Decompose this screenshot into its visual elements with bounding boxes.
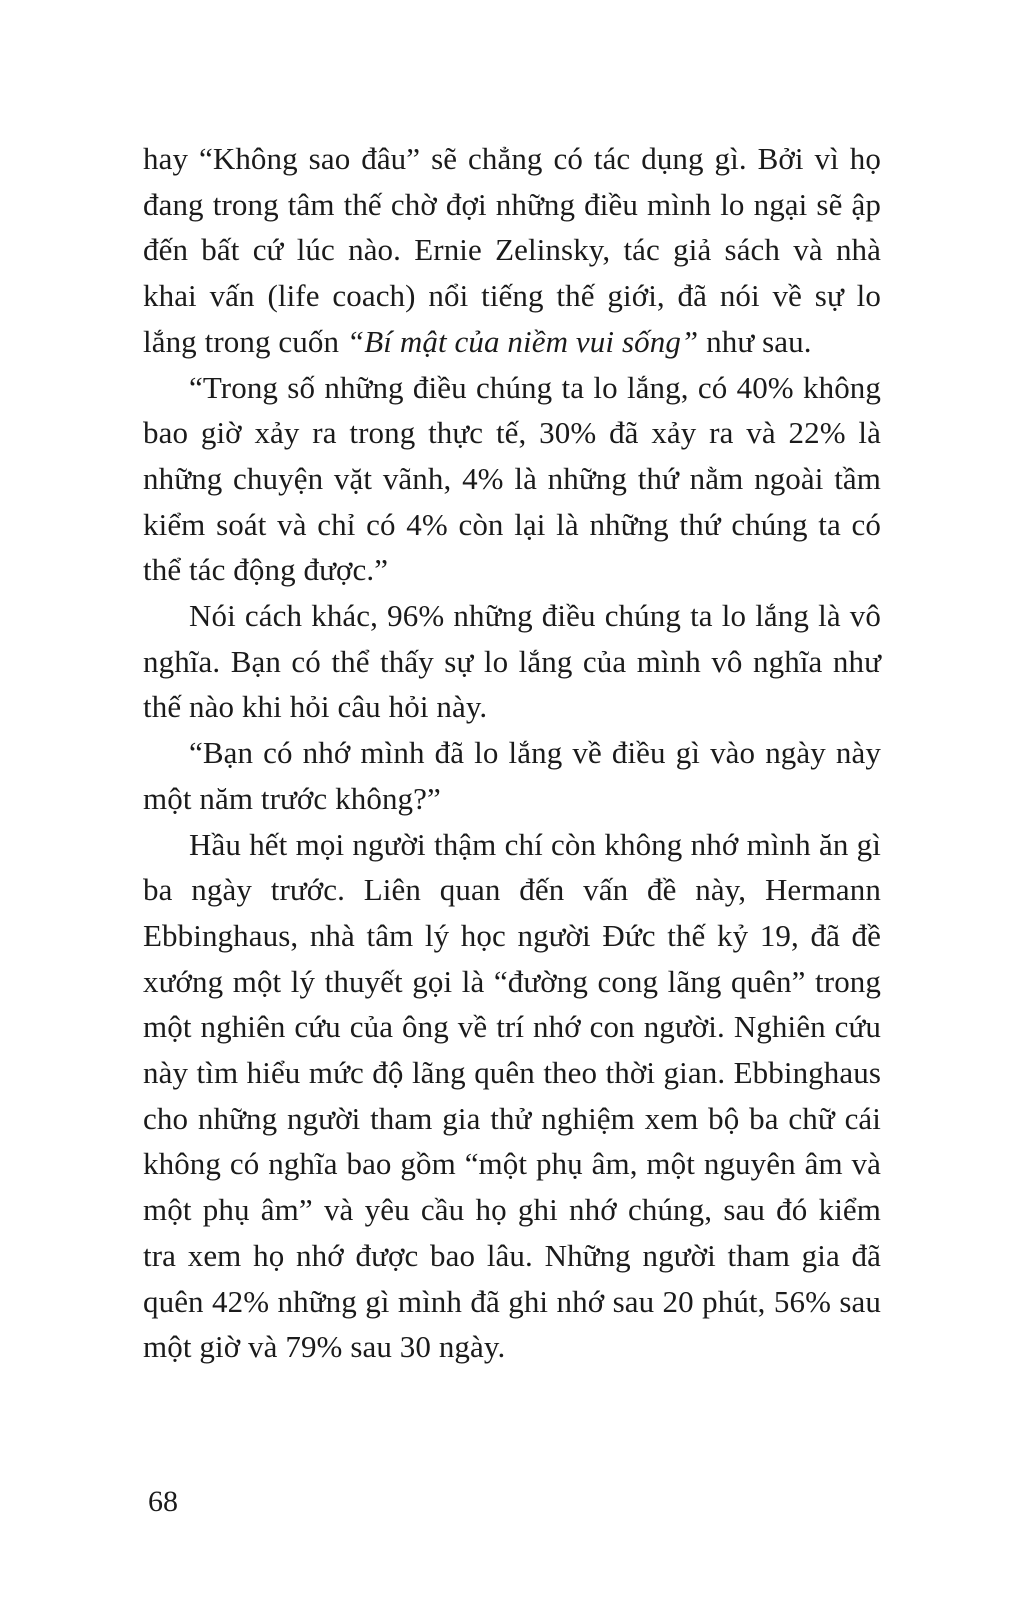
text-segment: như sau. [698,323,812,359]
paragraph [143,593,881,730]
paragraph [143,822,881,1370]
text-segment: Hầu hết mọi người thậm chí còn không nhớ mình ăn gì ba ngày trước. Liên quan đến vấn đề này, Hermann Ebbinghaus, nhà tâm lý học người Đức thế kỷ 19, đã đề xướng một lý thuyết gọi là “đường cong lãng quên” trong một nghiên cứu của ông về trí nhớ con người. Nghiên cứu này tìm hiểu mức độ lãng quên theo thời gian. Ebbinghaus cho những người tham gia thử nghiệm xem bộ ba chữ cái không có nghĩa bao gồm “một phụ âm, một nguyên âm và một phụ âm” và yêu cầu họ ghi nhớ chúng, sau đó kiểm tra xem họ nhớ được bao lâu. Những người tham gia đã quên 42% những gì mình đã ghi nhớ sau 20 phút, 56% sau một giờ và 79% sau 30 ngày. [143,826,881,1365]
text-segment: hay “Không sao đâu” sẽ chẳng có tác dụng gì. Bởi vì họ đang trong tâm thế chờ đợi những điều mình lo ngại sẽ ập đến bất cứ lúc nào. Ernie Zelinsky, tác giả sách và nhà khai vấn (life coach) nổi tiếng thế giới, đã nói về sự lo lắng trong cuốn [143,141,881,359]
paragraph [143,365,881,594]
paragraph [143,730,881,821]
page-number: 68 [148,1485,178,1518]
body-text [143,136,881,1370]
text-segment: “Bạn có nhớ mình đã lo lắng về điều gì vào ngày này một năm trước không?” [143,735,881,816]
paragraph [143,136,881,365]
text-segment: “Trong số những điều chúng ta lo lắng, có 40% không bao giờ xảy ra trong thực tế, 30% đã xảy ra và 22% là những chuyện vặt vãnh, 4% là những thứ nằm ngoài tầm kiểm soát và chỉ có 4% còn lại là những thứ chúng ta có thể tác động được.” [143,369,881,588]
text-segment: Nói cách khác, 96% những điều chúng ta lo lắng là vô nghĩa. Bạn có thể thấy sự lo lắng của mình vô nghĩa như thế nào khi hỏi câu hỏi này. [143,598,881,725]
text-segment-italic: “Bí mật của niềm vui sống” [346,323,699,359]
